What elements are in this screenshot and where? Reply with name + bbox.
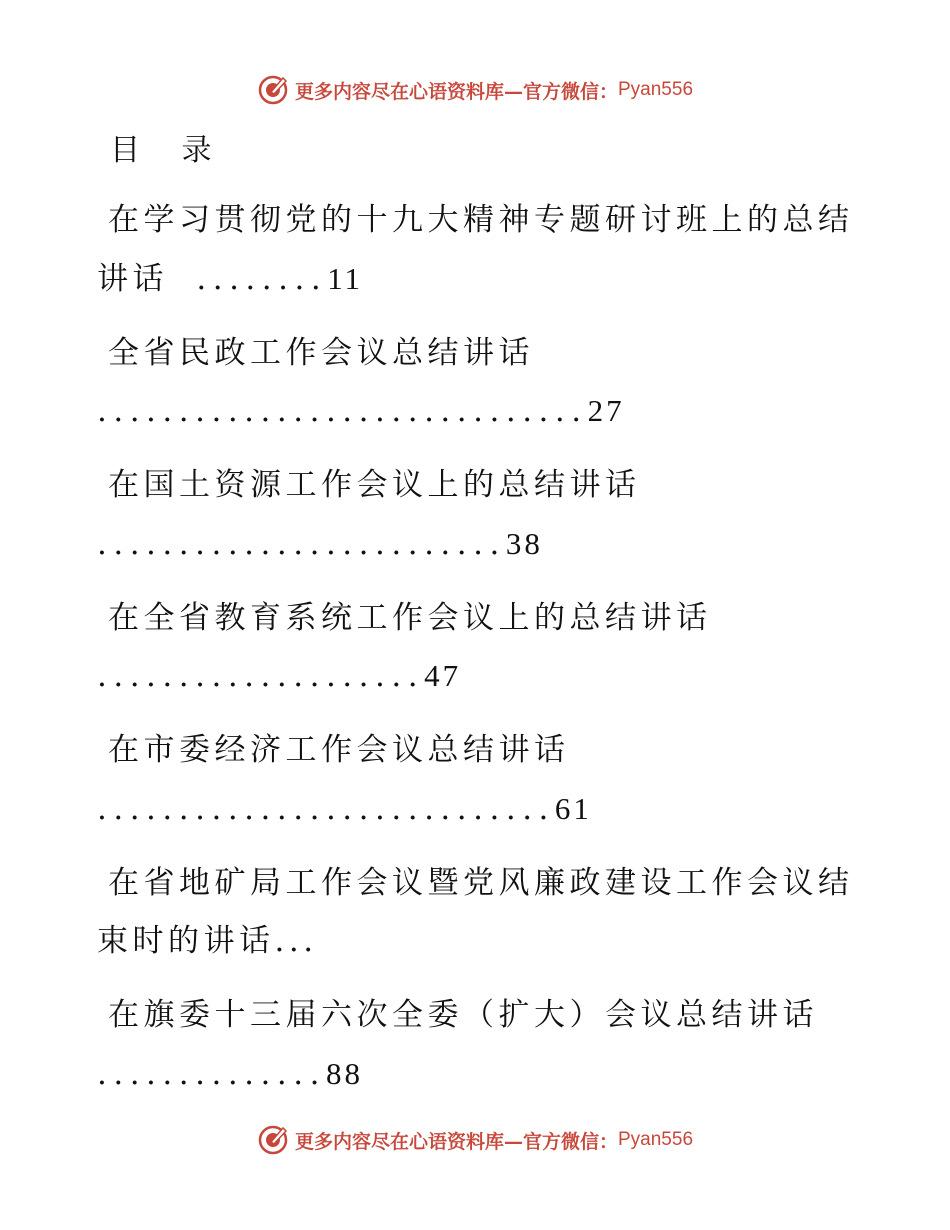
header-watermark [0,70,950,110]
toc-leader-dots: ......................... [97,526,506,562]
watermark-wechat-id: Pyan556 [618,79,694,100]
toc-entry-title: 在国土资源工作会议上的总结讲话 [108,467,641,503]
toc-entry-7-leader[interactable] [97,1054,363,1094]
toc-page-number: 88 [325,1056,363,1091]
watermark-text: 更多内容尽在心语资料库—官方微信： [294,80,618,103]
toc-leader-dots: ........ [196,261,328,297]
toc-leader-dots: ............................ [97,791,555,827]
toc-entry-title: 束时的讲话... [97,923,318,959]
toc-entry-3-title[interactable] [108,465,641,505]
toc-leader-dots: .............................. [97,393,588,429]
toc-title: 目 录 [110,133,228,168]
toc-entry-title: 在市委经济工作会议总结讲话 [108,732,570,768]
toc-entry-2-title[interactable] [108,333,534,373]
toc-entry-1-title[interactable] [108,200,854,240]
toc-page-number: 11 [327,261,364,296]
toc-entry-1-leader[interactable] [97,259,363,299]
toc-entry-title: 全省民政工作会议总结讲话 [108,335,534,371]
toc-entry-4-leader[interactable] [97,656,461,696]
toc-entry-title: 在旗委十三届六次全委（扩大）会议总结讲话 [108,997,818,1033]
toc-entry-title: 在省地矿局工作会议暨党风廉政建设工作会议结 [108,865,854,901]
pen-logo-icon [257,74,289,106]
toc-page-number: 47 [424,658,462,693]
toc-entry-5-title[interactable] [108,730,570,770]
watermark-text: 更多内容尽在心语资料库—官方微信： [294,1130,618,1153]
toc-entry-4-title[interactable] [108,598,712,638]
toc-entry-title: 在学习贯彻党的十九大精神专题研讨班上的总结 [108,202,854,238]
toc-entry-7-title[interactable] [108,995,818,1035]
toc-page-number: 61 [554,791,592,826]
toc-entry-6-title[interactable] [108,863,854,903]
toc-page-number: 27 [587,393,625,428]
toc-entry-6-leader[interactable] [97,921,318,961]
toc-leader-dots: .............. [97,1056,326,1092]
watermark-wechat-id: Pyan556 [618,1129,694,1150]
footer-watermark [0,1120,950,1160]
toc-entry-title: 讲话 [97,261,168,297]
toc-page-number: 38 [505,526,543,561]
toc-entry-2-leader[interactable] [97,391,625,431]
toc-leader-dots: .................... [97,658,425,694]
toc-entry-5-leader[interactable] [97,789,592,829]
toc-entry-3-leader[interactable] [97,524,543,564]
pen-logo-icon [257,1124,289,1156]
toc-entry-title: 在全省教育系统工作会议上的总结讲话 [108,600,712,636]
